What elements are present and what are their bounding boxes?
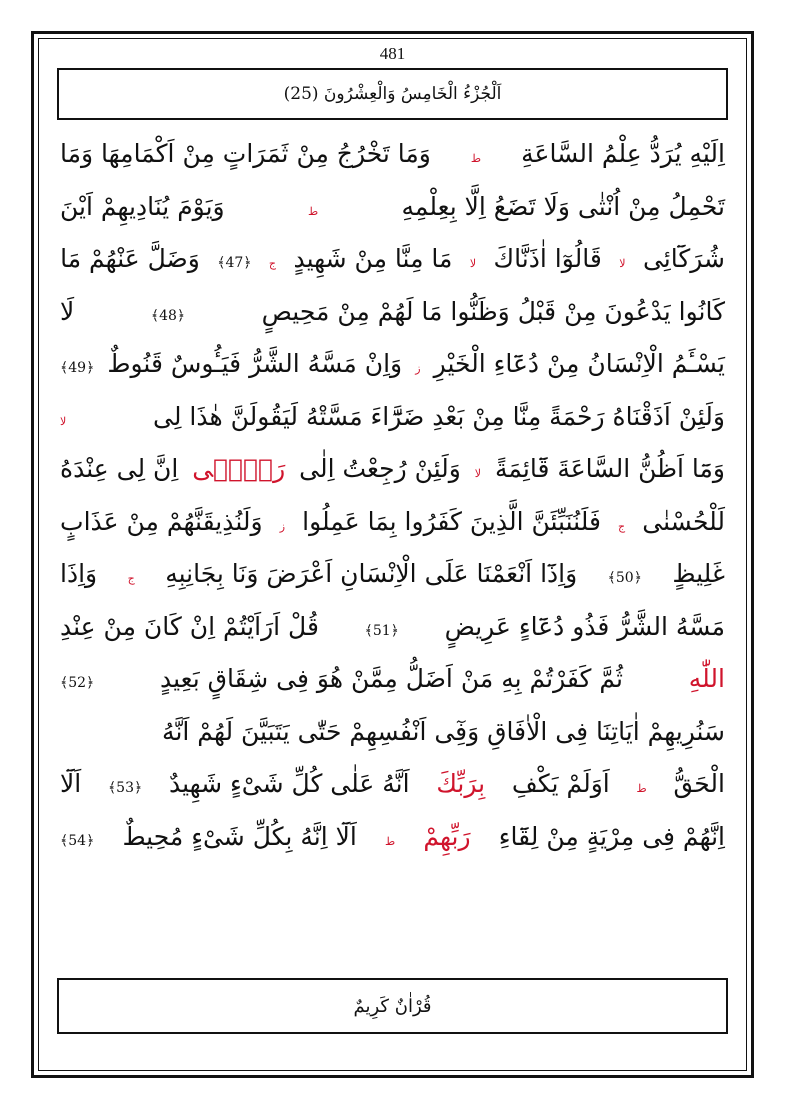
verse-text: اَلَٓا xyxy=(60,769,82,798)
verse-text: وَمَا تَخْرُجُ مِنْ ثَمَرَاتٍ مِنْ اَكْمَامِهَا وَمَا xyxy=(60,139,431,168)
verse-text: يَسْـَٔمُ الْاِنْسَانُ مِنْ دُعَٓاءِ الْخَيْرِ xyxy=(433,349,725,378)
verse-line xyxy=(60,128,725,181)
verse-text: وَاِذَا xyxy=(60,559,98,588)
ayah-number-marker: ﴿51﴾ xyxy=(364,622,399,639)
divine-name-highlight: رَبّ۪ٓى xyxy=(192,454,286,483)
verse-line xyxy=(60,181,725,234)
verse-text: وَلَئِنْ اَذَقْنَاهُ رَحْمَةً مِنَّا مِنْ بَعْدِ ضَرَّٓاءَ مَسَّتْهُ لَيَقُولَنَّ هٰذَا لِى xyxy=(153,401,725,431)
verse-text: ثُمَّ كَفَرْتُمْ بِهِ مَنْ اَضَلُّ مِمَّنْ هُوَ فِى شِقَاقٍ بَعِيدٍ xyxy=(159,664,623,693)
verse-line xyxy=(60,233,725,286)
waqf-pause-mark: ط xyxy=(307,204,319,218)
verse-line xyxy=(60,443,725,496)
juz-title: اَلْجُزْءُ الْخَامِسُ وَالْعِشْرُونَ (25) xyxy=(283,84,502,104)
waqf-pause-mark: ط xyxy=(636,782,647,795)
page-number: 481 xyxy=(379,44,406,63)
footer-title: قُرْاٰنٌ كَرِيمٌ xyxy=(353,995,432,1017)
verse-text: وَمَٓا اَظُنُّ السَّاعَةَ قَٓائِمَةً xyxy=(495,454,725,483)
waqf-pause-mark: ج xyxy=(127,572,135,585)
divine-name-highlight: بِرَبِّكَ xyxy=(436,769,486,798)
waqf-pause-mark: لا xyxy=(469,257,477,270)
ayah-number-marker: ﴿52﴾ xyxy=(60,675,95,691)
verse-line xyxy=(60,601,725,654)
verse-text: اِنَّهُمْ فِى مِرْيَةٍ مِنْ لِقَٓاءِ xyxy=(498,821,725,851)
verse-line xyxy=(60,811,725,864)
verse-text: غَلِيظٍ xyxy=(672,559,725,588)
verse-text: وَلَنُذِيقَنَّهُمْ مِنْ عَذَابٍ xyxy=(60,506,263,536)
verse-text: اِنَّ لِى عِنْدَهُ xyxy=(60,454,179,483)
verse-line xyxy=(60,706,725,759)
verse-text: قَالُوٓا اٰذَنَّاكَ xyxy=(493,244,602,273)
divine-name-highlight: اللّٰهِ xyxy=(688,664,725,693)
verse-text: وَاِذَٓا اَنْعَمْنَا عَلَى الْاِنْسَانِ اَعْرَضَ وَنَا بِجَانِبِهِ xyxy=(165,559,578,588)
ayah-number-marker: ﴿50﴾ xyxy=(607,570,642,586)
verse-text: اَوَلَمْ يَكْفِ xyxy=(511,769,610,798)
verse-text: وَيَوْمَ يُنَادِيهِمْ اَيْنَ xyxy=(60,191,225,221)
waqf-pause-mark: لا xyxy=(474,467,482,480)
quran-text-block xyxy=(60,128,725,863)
footer-banner xyxy=(57,978,728,1034)
ayah-number-marker: ﴿53﴾ xyxy=(107,780,143,796)
verse-text: مَسَّهُ الشَّرُّ فَذُو دُعَٓاءٍ عَرِيضٍ xyxy=(444,611,725,641)
verse-text: اَنَّهُ عَلٰى كُلِّ شَىْءٍ شَهِيدٌ xyxy=(168,769,410,798)
waqf-pause-mark: ط xyxy=(470,152,482,165)
verse-line xyxy=(60,338,725,391)
waqf-pause-mark: ز xyxy=(279,519,285,533)
ayah-number-marker: ﴿48﴾ xyxy=(150,307,186,324)
verse-line xyxy=(60,548,725,601)
ayah-number-marker: ﴿49﴾ xyxy=(60,360,95,376)
verse-text: كَانُوا يَدْعُونَ مِنْ قَبْلُ وَظَنُّوا مَا لَهُمْ مِنْ مَحِيصٍ xyxy=(261,296,725,326)
verse-text: اَلَٓا اِنَّهُ بِكُلِّ شَىْءٍ مُحِيطٌ xyxy=(122,821,357,851)
verse-text: شُرَكَٓائِى xyxy=(642,244,725,273)
verse-text: اِلَيْهِ يُرَدُّ عِلْمُ السَّاعَةِ xyxy=(521,139,725,168)
waqf-pause-mark: ز xyxy=(415,362,421,375)
waqf-pause-mark: ج xyxy=(268,257,277,270)
ayah-number-marker: ﴿47﴾ xyxy=(217,255,252,271)
verse-text: فَلَنُنَبِّئَنَّ الَّذِينَ كَفَرُوا بِمَا عَمِلُوا xyxy=(302,506,601,536)
verse-text: لَلْحُسْنٰى xyxy=(642,506,725,536)
ayah-number-marker: ﴿54﴾ xyxy=(60,832,95,849)
verse-text: مَا مِنَّا مِنْ شَهِيدٍ xyxy=(293,244,453,273)
juz-header xyxy=(57,68,728,120)
verse-text: سَنُرِيهِمْ اٰيَاتِنَا فِى الْاٰفَاقِ وَفِٓى اَنْفُسِهِمْ حَتّٰى يَتَبَيَّنَ لَهُمْ اَنَّهُ xyxy=(162,716,725,746)
waqf-pause-mark: ط xyxy=(384,834,396,848)
verse-text: الْحَقُّ xyxy=(673,769,725,798)
verse-line xyxy=(60,758,725,811)
verse-line xyxy=(60,496,725,549)
verse-text: لَا xyxy=(60,296,75,326)
verse-text: تَحْمِلُ مِنْ اُنْثٰى وَلَا تَضَعُ اِلَّا بِعِلْمِهِ xyxy=(401,191,725,221)
verse-line xyxy=(60,391,725,444)
divine-name-highlight: رَبِّهِمْ xyxy=(423,821,471,851)
verse-text: وَضَلَّ عَنْهُمْ مَا xyxy=(60,244,200,273)
verse-line xyxy=(60,653,725,706)
verse-text: وَلَئِنْ رُجِعْتُ اِلٰى xyxy=(299,454,461,483)
verse-line xyxy=(60,286,725,339)
waqf-pause-mark: ج xyxy=(618,519,626,533)
waqf-pause-mark: لا xyxy=(60,414,67,428)
verse-text: وَاِنْ مَسَّهُ الشَّرُّ فَيَـُٔوسٌ قَنُوطٌ xyxy=(107,349,403,378)
waqf-pause-mark: لا xyxy=(619,257,626,270)
verse-text: قُلْ اَرَاَيْتُمْ اِنْ كَانَ مِنْ عِنْدِ xyxy=(60,611,319,641)
